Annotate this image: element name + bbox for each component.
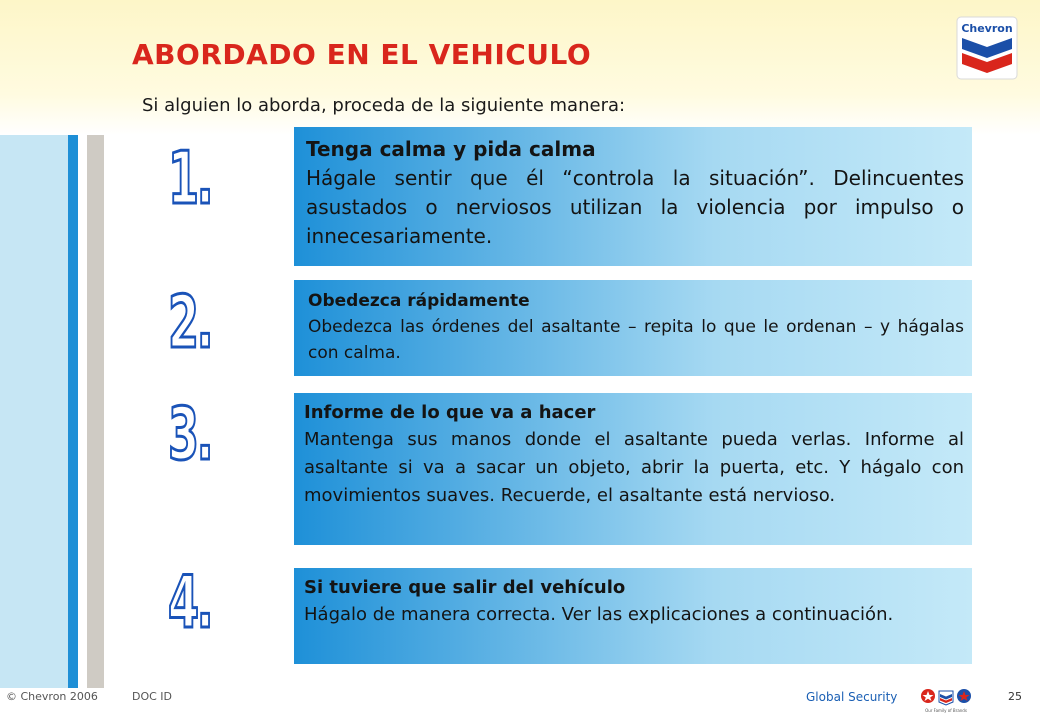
step-card-3 bbox=[294, 393, 972, 545]
slide-subtitle: Si alguien lo aborda, proceda de la siguiente manera: bbox=[142, 95, 626, 116]
step-body-1: Hágale sentir que él “controla la situación”. Delincuentes asustados o nerviosos utilizan la violencia por impulso o innecesariamente. bbox=[306, 166, 964, 248]
step-number-1: 1. bbox=[168, 136, 212, 220]
step-body-4: Hágalo de manera correcta. Ver las explicaciones a continuación. bbox=[304, 604, 894, 625]
family-of-brands-icon bbox=[919, 687, 973, 715]
step-card-1 bbox=[294, 127, 972, 266]
left-accent-gray bbox=[87, 135, 104, 688]
step-heading-2: Obedezca rápidamente bbox=[308, 291, 530, 311]
step-number-2: 2. bbox=[168, 280, 212, 364]
slide-title: ABORDADO EN EL VEHICULO bbox=[132, 38, 592, 71]
chevron-logo-icon bbox=[956, 16, 1018, 80]
left-accent-blue bbox=[68, 135, 78, 688]
step-body-3: Mantenga sus manos donde el asaltante pueda verlas. Informe al asaltante si va a sacar un objeto, abrir la puerta, etc. Y hágalo con movimientos suaves. Recuerde, el asaltante está nervioso. bbox=[304, 429, 964, 506]
step-heading-4: Si tuviere que salir del vehículo bbox=[304, 577, 626, 598]
svg-text:Our Family of Brands: Our Family of Brands bbox=[925, 708, 967, 713]
footer-section: Global Security bbox=[806, 690, 898, 704]
step-heading-3: Informe de lo que va a hacer bbox=[304, 402, 596, 423]
left-accent-light bbox=[0, 135, 68, 688]
step-card-4 bbox=[294, 568, 972, 664]
step-number-3: 3. bbox=[168, 392, 212, 476]
footer-doc-id: DOC ID bbox=[132, 690, 173, 703]
svg-text:Chevron: Chevron bbox=[961, 22, 1013, 35]
step-card-2 bbox=[294, 280, 972, 376]
page-number: 25 bbox=[1008, 690, 1022, 703]
footer-copyright: © Chevron 2006 bbox=[6, 690, 98, 703]
step-number-4: 4. bbox=[168, 560, 212, 644]
step-heading-1: Tenga calma y pida calma bbox=[306, 137, 596, 161]
step-body-2: Obedezca las órdenes del asaltante – repita lo que le ordenan – y hágalas con calma. bbox=[308, 317, 964, 363]
